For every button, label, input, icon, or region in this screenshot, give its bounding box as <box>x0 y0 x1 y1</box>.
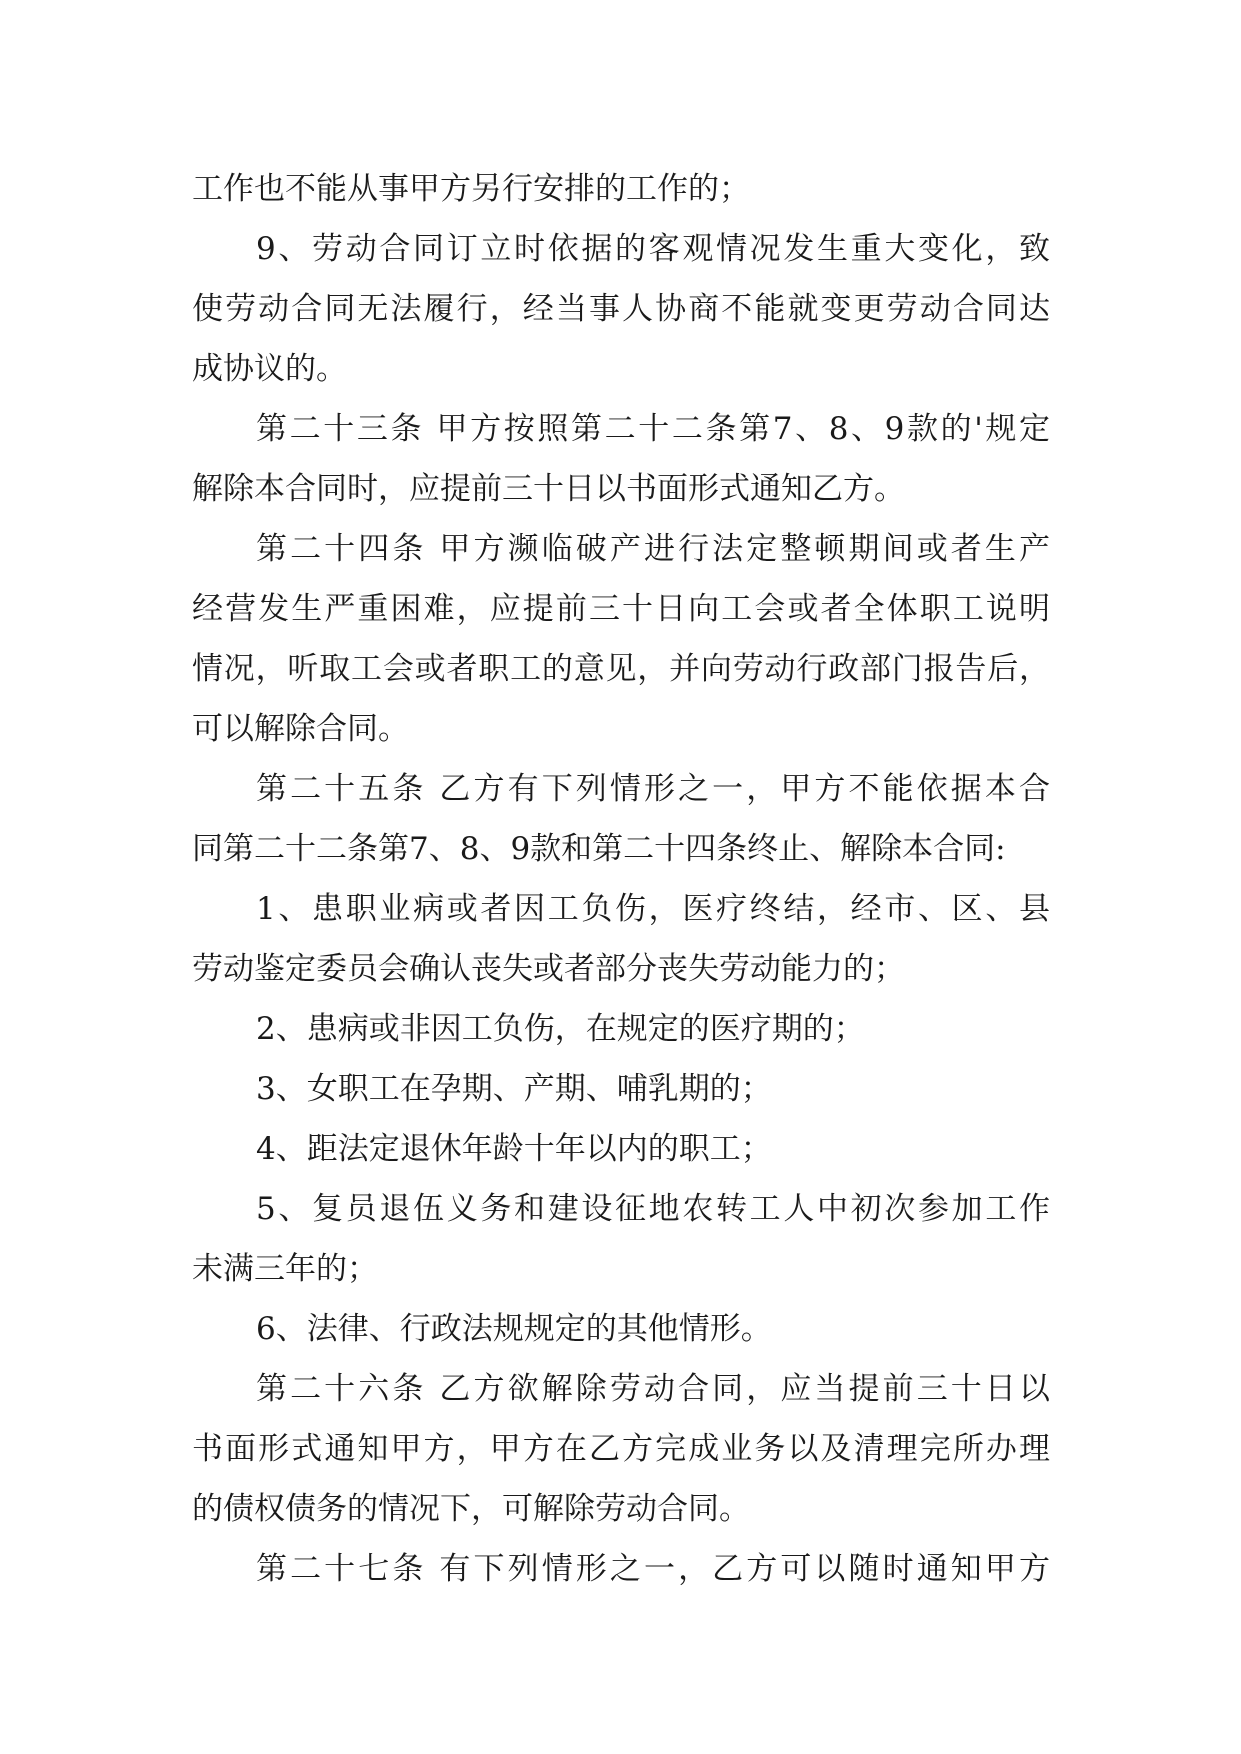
text-line: 3、女职工在孕期、产期、哺乳期的； <box>256 1071 772 1107</box>
text-line: 第二十三条 甲方按照第二十二条第7、8、9款的'规定 <box>256 411 1050 447</box>
document-page <box>192 159 1050 1599</box>
text-line: 同第二十二条第7、8、9款和第二十四条终止、解除本合同: <box>192 831 1006 867</box>
text-line: 工作也不能从事甲方另行安排的工作的； <box>192 171 750 207</box>
text-line: 4、距法定退休年龄十年以内的职工； <box>256 1131 772 1167</box>
text-line: 经营发生严重困难，应提前三十日向工会或者全体职工说明 <box>192 591 1050 627</box>
text-line: 第二十六条 乙方欲解除劳动合同，应当提前三十日以 <box>256 1371 1050 1407</box>
text-line: 6、法律、行政法规规定的其他情形。 <box>256 1311 772 1347</box>
text-line: 书面形式通知甲方，甲方在乙方完成业务以及清理完所办理 <box>192 1431 1050 1467</box>
text-line: 1、患职业病或者因工负伤，医疗终结，经市、区、县 <box>256 891 1050 927</box>
text-line: 第二十七条 有下列情形之一，乙方可以随时通知甲方 <box>256 1551 1050 1587</box>
text-line: 的债权债务的情况下，可解除劳动合同。 <box>192 1491 750 1527</box>
text-line: 劳动鉴定委员会确认丧失或者部分丧失劳动能力的； <box>192 951 905 987</box>
text-line: 成协议的。 <box>192 351 347 387</box>
text-line: 9、劳动合同订立时依据的客观情况发生重大变化，致 <box>256 231 1050 267</box>
text-line: 未满三年的； <box>192 1251 378 1287</box>
text-line: 可以解除合同。 <box>192 711 409 747</box>
text-line: 2、患病或非因工负伤，在规定的医疗期的； <box>256 1011 865 1047</box>
text-line: 第二十四条 甲方濒临破产进行法定整顿期间或者生产 <box>256 531 1050 567</box>
text-line: 情况，听取工会或者职工的意见，并向劳动行政部门报告后， <box>192 651 1050 687</box>
text-line: 解除本合同时，应提前三十日以书面形式通知乙方。 <box>192 471 905 507</box>
text-line: 5、复员退伍义务和建设征地农转工人中初次参加工作 <box>256 1191 1050 1227</box>
text-line: 使劳动合同无法履行，经当事人协商不能就变更劳动合同达 <box>192 291 1050 327</box>
text-line: 第二十五条 乙方有下列情形之一，甲方不能依据本合 <box>256 771 1050 807</box>
